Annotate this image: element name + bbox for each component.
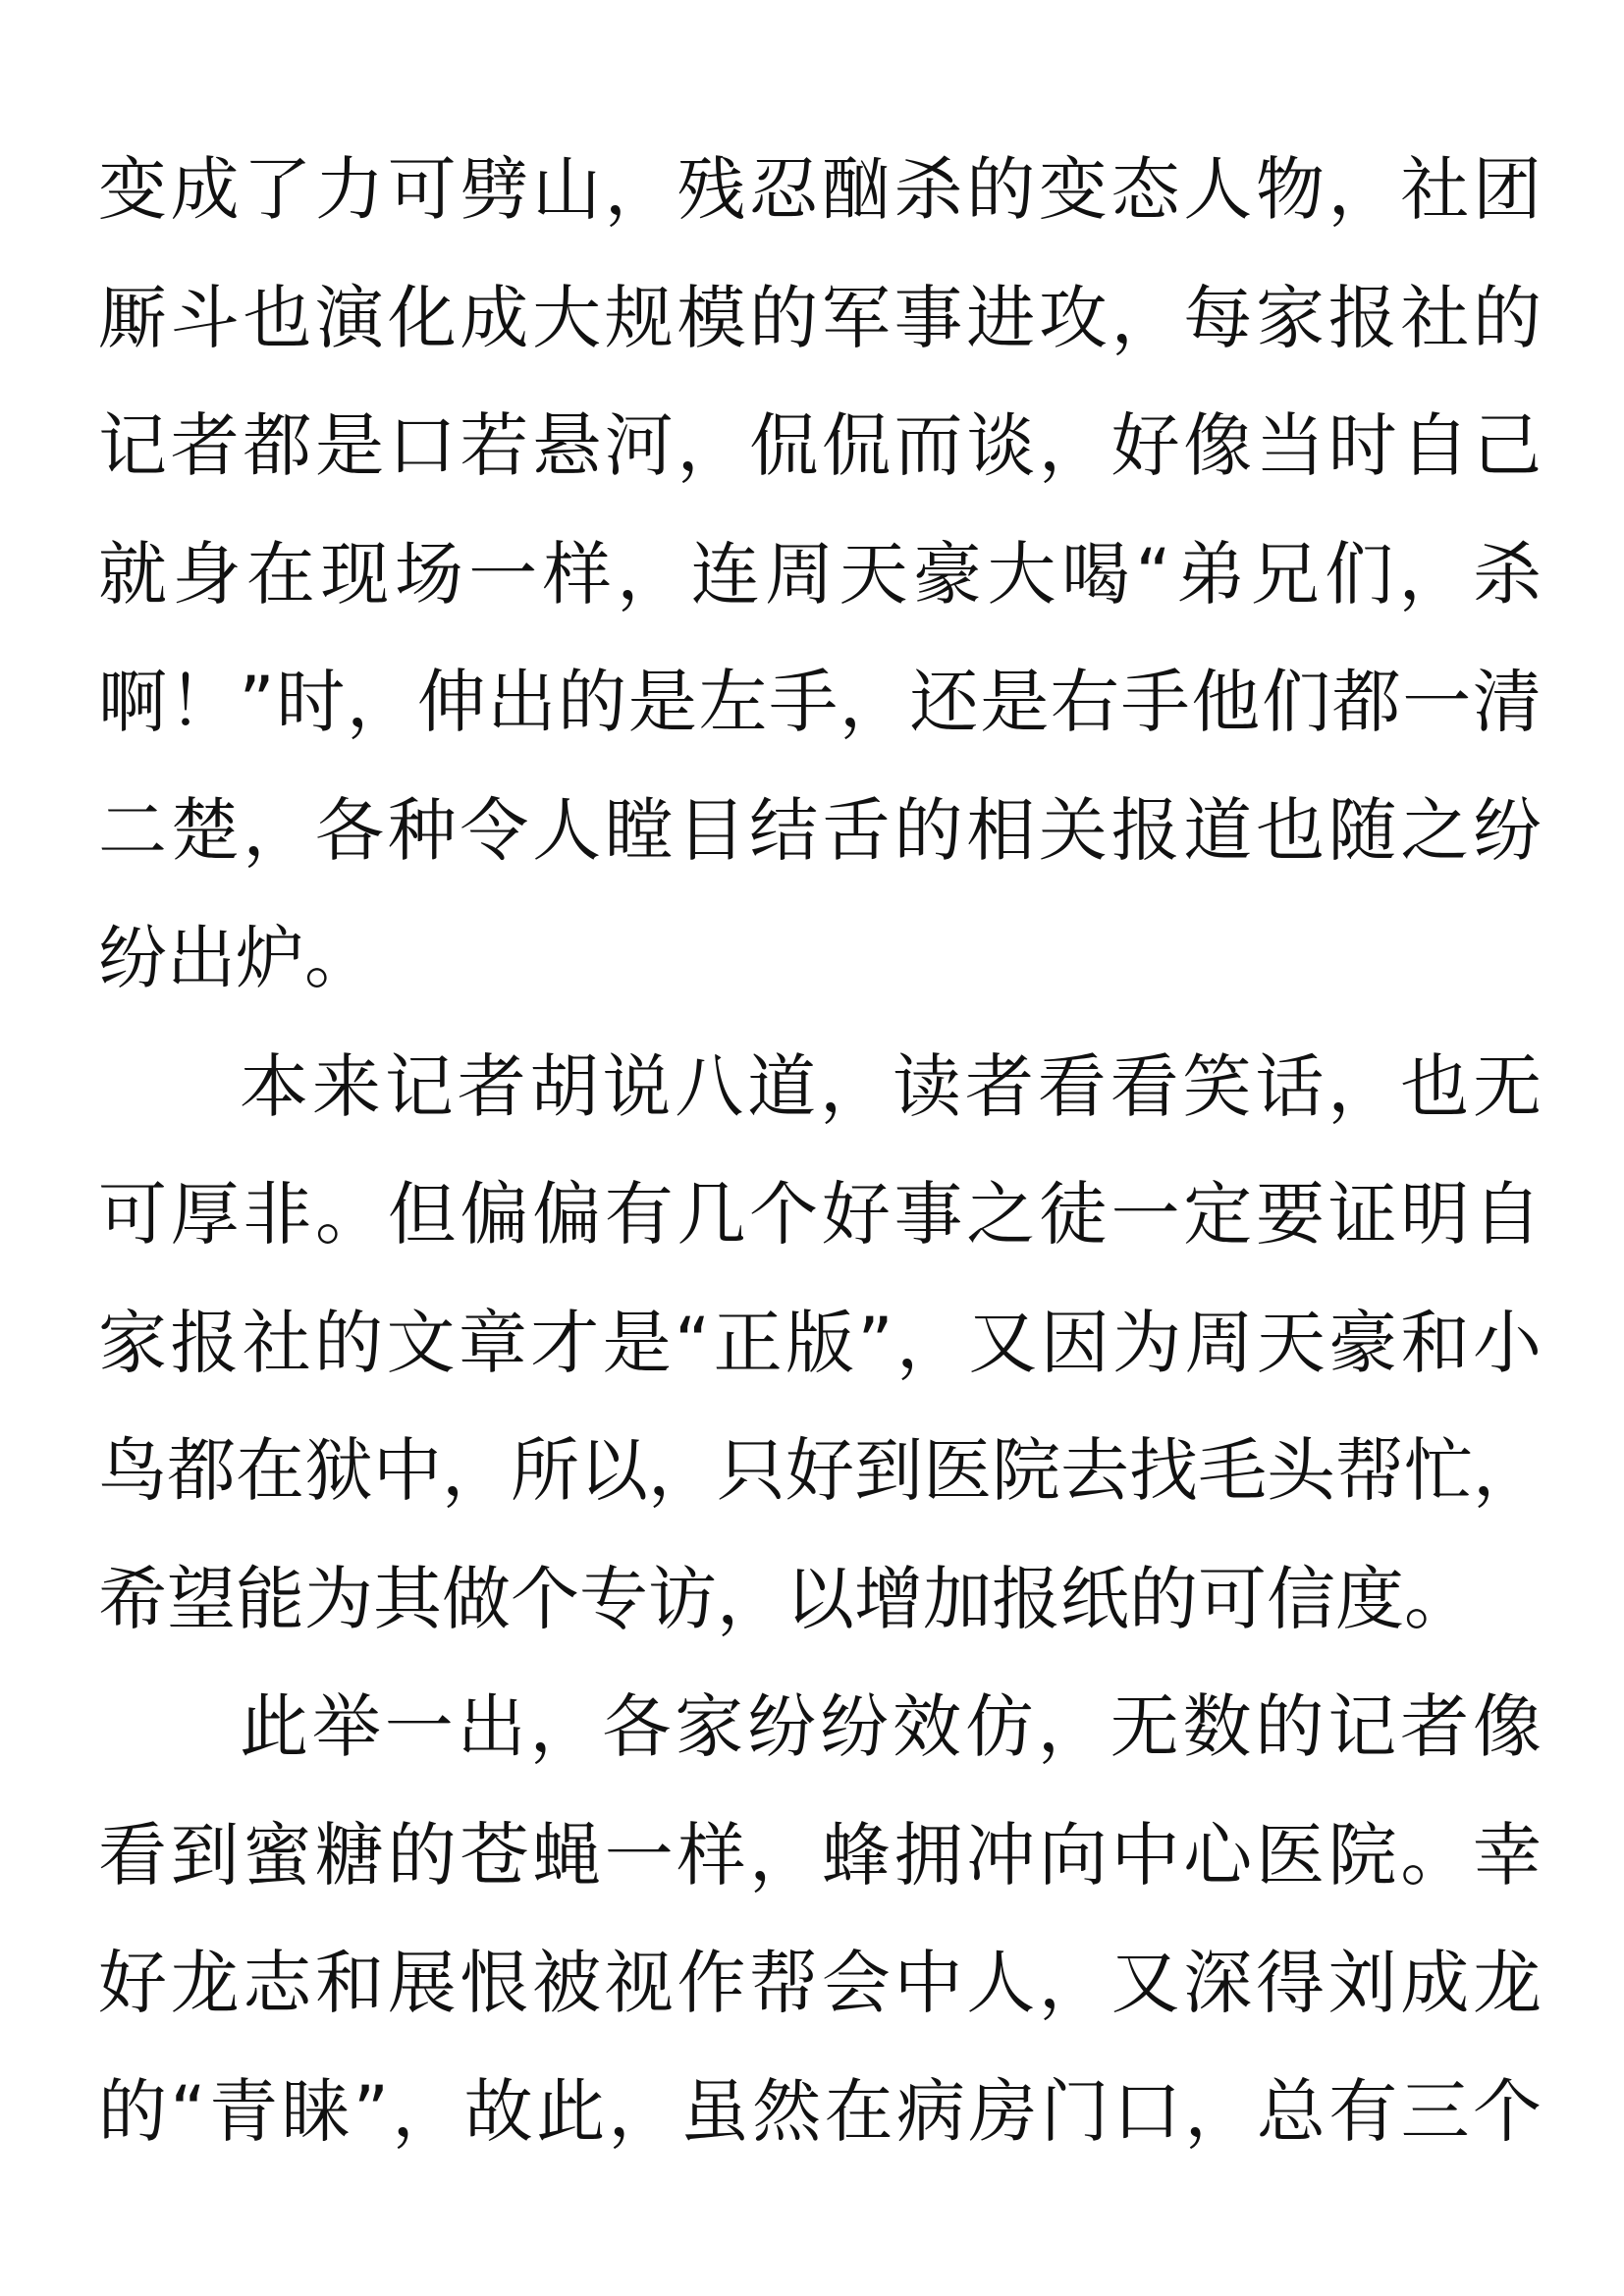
text-line: 厮斗也演化成大规模的军事进攻，每家报社的 — [98, 277, 1542, 358]
text-line: 二楚，各种令人瞠目结舌的相关报道也随之纷 — [98, 789, 1542, 871]
text-line: 就身在现场一样，连周天豪大喝“弟兄们，杀 — [98, 533, 1542, 614]
text-line: 本来记者胡说八道，读者看看笑话，也无 — [240, 1045, 1542, 1127]
text-line: 的“青睐”，故此，虽然在病房门口，总有三个 — [98, 2070, 1542, 2152]
text-line: 好龙志和展恨被视作帮会中人，又深得刘成龙 — [98, 1943, 1542, 2023]
text-line: 啊！”时，伸出的是左手，还是右手他们都一清 — [98, 662, 1542, 742]
body-text — [98, 126, 1542, 2175]
text-line: 希望能为其做个专访，以增加报纸的可信度。 — [98, 1558, 1473, 1639]
text-line: 纷出炉。 — [98, 918, 373, 998]
text-line: 家报社的文章才是“正版”，又因为周天豪和小 — [98, 1302, 1542, 1383]
text-line: 变成了力可劈山，残忍酗杀的变态人物，社团 — [98, 149, 1542, 230]
text-line: 可厚非。但偏偏有几个好事之徒一定要证明自 — [98, 1174, 1542, 1255]
text-line: 看到蜜糖的苍蝇一样，蜂拥冲向中心医院。幸 — [98, 1814, 1542, 1896]
text-line: 此举一出，各家纷纷效仿，无数的记者像 — [240, 1686, 1542, 1767]
text-line: 记者都是口若悬河，侃侃而谈，好像当时自己 — [98, 405, 1542, 486]
text-line: 鸟都在狱中，所以，只好到医院去找毛头帮忙， — [98, 1430, 1542, 1511]
